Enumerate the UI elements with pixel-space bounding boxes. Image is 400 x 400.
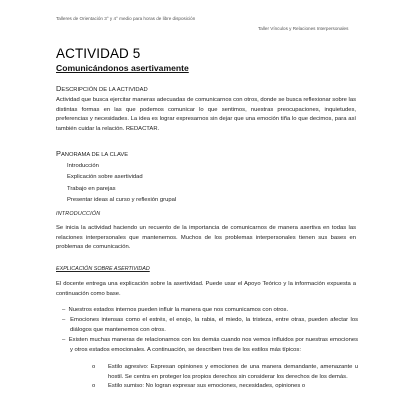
paragraph-descripcion: Actividad que busca ejercitar maneras adecuadas de comunicarnos con otros, donde se busca reflexionar sobre las distintas formas en las que podemos comunicar lo que sentimos, nuestras preocupaciones, inquietudes, preferencias y necesidades. La idea es lograr expresarnos sin dejar que una emoción tiña lo que decimos, para así también cuidar la relación. REDACTAR.	[56, 97, 356, 132]
list-item: Presentar ideas al curso y reflexión grupal	[67, 196, 177, 203]
list-item	[62, 306, 358, 315]
page-title: ACTIVIDAD 5	[56, 46, 141, 61]
bullet-text: Existen muchas maneras de relacionarnos con los demás cuando nos vemos influidos por nuestras emociones y otros estados emocionales. A continuación, se describen tres de los estilos más típicos:	[68, 337, 358, 353]
sub-bullet-list	[92, 363, 358, 392]
list-item	[92, 363, 358, 382]
bullet-text: Estilo agresivo: Expresan opiniones y emociones de una manera demandante, amenazante u hostil. Se centra en proteger los propios derechos sin considerar los derechos de los demás.	[108, 364, 358, 380]
list-item: Introducción	[67, 163, 99, 169]
bullet-icon: –	[62, 337, 69, 344]
section-heading-rest: ESCRIPCIÓN DE LA ACTIVIDAD	[61, 87, 148, 93]
section-heading-descripcion	[56, 84, 148, 93]
bullet-text: Emociones intensas como el estrés, el enojo, la rabia, el miedo, la tristeza, entre otras, pueden afectar los diálogos que mantenemos con otros.	[70, 317, 359, 333]
list-item	[62, 316, 358, 335]
panorama-list	[67, 161, 176, 206]
paragraph-introduccion: Se inicia la actividad haciendo un recuento de la importancia de comunicarnos de manera asertiva en todas las relaciones interpersonales que mantenemos. Muchos de los problemas interpersonales tienen sus bases en problemas de comunicación.	[56, 225, 356, 251]
circle-bullet-icon: o	[92, 364, 96, 370]
section-heading-panorama	[56, 149, 128, 158]
section-heading-initial: P	[56, 149, 61, 158]
bullet-icon: –	[62, 307, 69, 313]
circle-bullet-icon: o	[92, 383, 96, 390]
section-heading-initial: D	[56, 84, 62, 93]
list-item: Trabajo en parejas	[67, 185, 116, 192]
header-right: Taller Vínculos y Relaciones Interpersonales	[258, 26, 349, 31]
section-heading-introduccion: INTRODUCCIÓN	[56, 211, 101, 217]
bullet-icon: –	[62, 317, 71, 324]
list-item	[92, 382, 358, 392]
section-heading-explicacion: EXPLICACIÓN SOBRE ASERTIVIDAD	[56, 266, 150, 272]
list-item	[62, 336, 358, 355]
bullet-text: Nuestros estados internos pueden influir la manera que nos comunicamos con otros.	[68, 307, 289, 313]
bullet-text: Estilo sumiso: No logran expresar sus emociones, necesidades, opiniones o	[108, 383, 306, 390]
header-left: Talleres de Orientación 3° y 4° medio para horas de libre disposición	[56, 16, 196, 21]
paragraph-explicacion: El docente entrega una explicación sobre la asertividad. Puede usar el Apoyo Teórico y la información expuesta a continuación como base.	[56, 281, 356, 297]
page-subtitle: Comunicándonos asertivamente	[56, 63, 189, 73]
list-item: Explicación sobre asertividad	[67, 174, 143, 181]
bullet-list	[62, 306, 358, 356]
section-heading-rest: ANORAMA DE LA CLAVE	[60, 152, 129, 158]
